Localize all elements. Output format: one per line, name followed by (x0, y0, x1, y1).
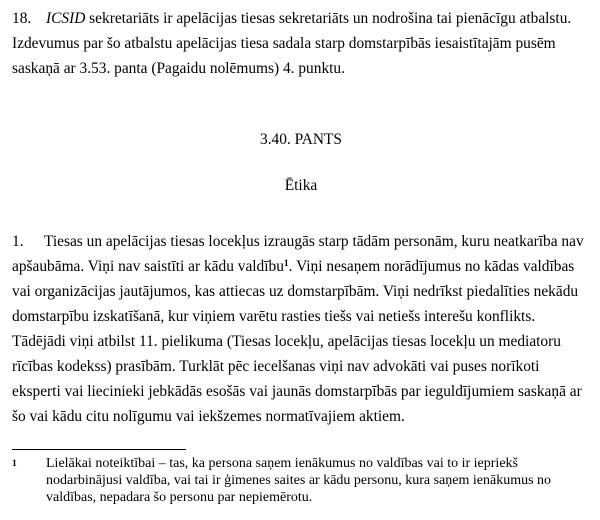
paragraph-1-text-start: Tiesas un apelācijas tiesas locekļus izraugās starp tādām personām, kuru neatkarība nav apšaubāma. Viņi nav saistīti ar kādu valdību (12, 233, 584, 275)
paragraph-1-text-end: . Viņi nesaņem norādījumus no kādas valdības vai organizācijas jautājumos, kas attiecas uz domstarpībām. Viņi nedrīkst piedalīties nekādu domstarpību izskatīšanā, kur viņiem varētu rasties tiešs vai netiešs interešu konflikts. Tādējādi viņi atbilst 11. pielikuma (Tiesas locekļu, apelācijas tiesas locekļu un mediatoru rīcības kodekss) prasībām. Turklāt pēc iecelšanas viņi nav advokāti vai puses norīkoti eksperti vai liecinieki jebkādās esošās vai jaunās domstarpībās par ieguldījumiem saskaņā ar šo vai kādu citu nolīgumu vai iekšzemes normatīvajiem aktiem. (12, 258, 582, 425)
paragraph-18-text: sekretariāts ir apelācijas tiesas sekretariāts un nodrošina tai pienācīgu atbalstu. Izdevumus par šo atbalstu apelācijas tiesa sadala starp domstarpībās iesaistītajām pusēm saskaņā ar 3.53. panta (Pagaidu nolēmums) 4. punktu. (12, 10, 572, 77)
paragraph-18-number: 18. (12, 10, 32, 27)
footnote-text: Lielākai noteiktībai – tas, ka persona saņem ienākumus no valdības vai to ir iepriekš nodarbinājusi valdība, vai tai ir ģimenes saites ar kādu personu, kura saņem ienākumus no valdības, nepadara šo personu par nepiemērotu. (46, 456, 552, 505)
article-title: Ētika (284, 177, 318, 194)
article-heading: 3.40. PANTS (260, 131, 342, 148)
footnote-marker: 1 (12, 459, 17, 469)
document-page (12, 0, 592, 520)
paragraph-18 (12, 6, 590, 81)
footnote-separator (12, 449, 186, 450)
icsid-term: ICSID (46, 10, 86, 27)
footnote-reference[interactable]: 1 (283, 259, 289, 269)
paragraph-1 (12, 229, 590, 429)
paragraph-1-number: 1. (12, 233, 24, 250)
